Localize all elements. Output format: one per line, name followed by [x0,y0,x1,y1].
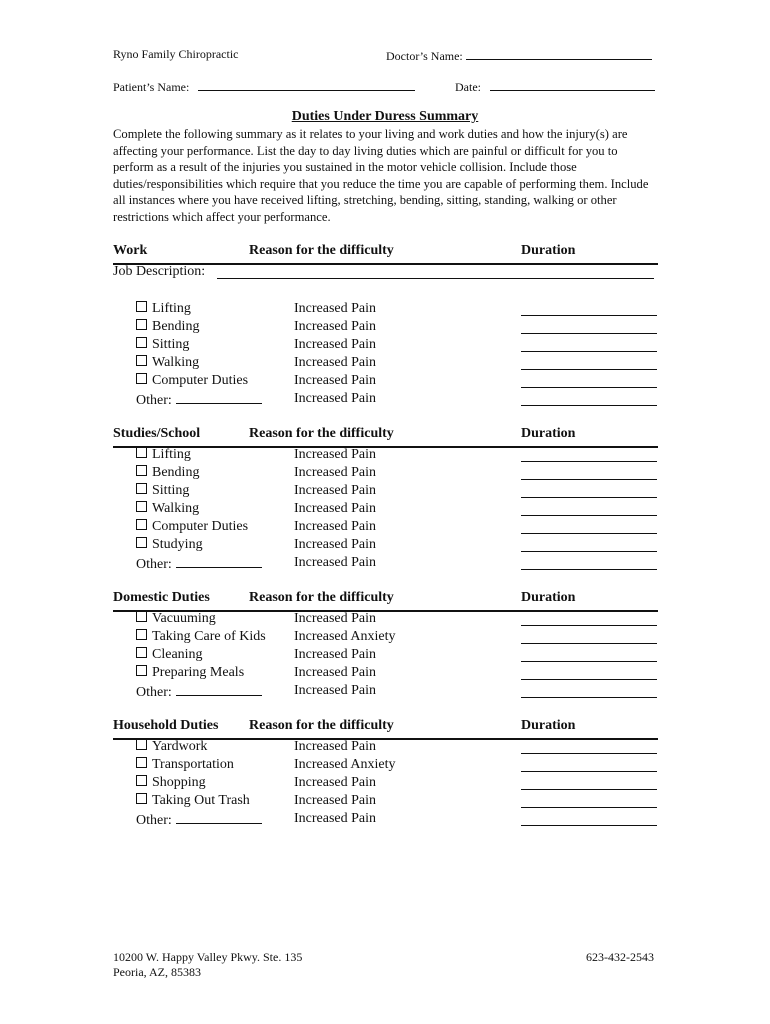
duration-line[interactable] [521,643,657,644]
date-label: Date: [455,80,481,94]
duration-line[interactable] [521,551,657,552]
duty-label: Walking [152,501,200,516]
checkbox[interactable] [136,483,147,494]
duty-row [113,501,658,519]
duty-row [113,465,658,483]
other-field[interactable] [136,811,262,829]
duty-row [113,483,658,501]
other-row [113,811,658,829]
other-label: Other: [136,685,172,700]
duty-item[interactable] [136,629,266,645]
duty-item[interactable] [136,611,216,627]
other-line[interactable] [176,391,262,404]
duration-line[interactable] [521,387,657,388]
checkbox[interactable] [136,337,147,348]
duty-item[interactable] [136,373,248,389]
duty-label: Lifting [152,447,191,462]
reason-column-header: Reason for the difficulty [249,426,394,441]
reason-text: Increased Pain [294,501,377,516]
reason-text: Increased Pain [294,537,377,552]
checkbox[interactable] [136,629,147,640]
duty-label: Walking [152,355,200,370]
doctor-name-field[interactable] [386,47,652,64]
checkbox[interactable] [136,465,147,476]
reason-text: Increased Pain [294,555,377,570]
reason-text: Increased Pain [294,355,377,370]
address [113,950,302,980]
reason-column-header: Reason for the difficulty [249,243,394,258]
duration-line[interactable] [521,807,657,808]
duration-line[interactable] [521,661,657,662]
patient-name-field[interactable] [113,78,415,95]
checkbox[interactable] [136,757,147,768]
patient-name-label: Patient’s Name: [113,80,190,94]
reason-text: Increased Pain [294,301,377,316]
section-title: Household Duties [113,718,219,733]
checkbox[interactable] [136,793,147,804]
checkbox[interactable] [136,665,147,676]
reason-text: Increased Pain [294,775,377,790]
duty-label: Taking Out Trash [152,793,250,808]
duration-line[interactable] [521,569,657,570]
duty-label: Shopping [152,775,206,790]
doctor-name-line[interactable] [466,47,652,60]
other-row [113,391,658,409]
reason-text: Increased Pain [294,337,377,352]
reason-text: Increased Pain [294,483,377,498]
duration-column-header: Duration [521,426,576,441]
duty-row [113,373,658,391]
duration-line[interactable] [521,315,657,316]
address-line-1: 10200 W. Happy Valley Pkwy. Ste. 135 [113,950,303,964]
section-title: Domestic Duties [113,590,210,605]
reason-text: Increased Pain [294,739,377,754]
duration-column-header: Duration [521,243,576,258]
checkbox[interactable] [136,611,147,622]
duration-line[interactable] [521,625,657,626]
duration-line[interactable] [521,533,657,534]
duty-item[interactable] [136,319,199,335]
duration-line[interactable] [521,825,657,826]
duty-row [113,519,658,537]
duration-line[interactable] [521,753,657,754]
duration-line[interactable] [521,497,657,498]
section-header [113,243,658,265]
checkbox[interactable] [136,301,147,312]
duty-item[interactable] [136,647,203,663]
reason-text: Increased Anxiety [294,629,396,644]
duration-line[interactable] [521,479,657,480]
phone-number: 623-432-2543 [586,950,654,964]
duty-item[interactable] [136,301,191,317]
duty-row [113,629,658,647]
reason-text: Increased Pain [294,319,377,334]
other-line[interactable] [176,555,262,568]
duty-item[interactable] [136,537,203,553]
duty-item[interactable] [136,447,191,463]
duration-line[interactable] [521,515,657,516]
duty-item[interactable] [136,519,248,535]
date-field[interactable] [455,78,655,95]
checkbox[interactable] [136,447,147,458]
duty-item[interactable] [136,739,207,755]
section-header [113,718,658,740]
instructions: Complete the following summary as it relates to your living and work duties and how the injury(s) are affecting your performance. List the day to day living duties which are painful or difficult for you to perform as a result of the injuries you sustained in the motor vehicle collision. Include those duties/responsibilities which require that you reduce the time you are capable of performing them. Include all instances where you have received lifting, stretching, bending, sitting, standing, walking or other restrictions which affect your performance. [113,127,649,224]
reason-text: Increased Pain [294,793,377,808]
duty-row [113,757,658,775]
reason-text: Increased Anxiety [294,757,396,772]
reason-text: Increased Pain [294,465,377,480]
duty-item[interactable] [136,793,250,809]
duration-column-header: Duration [521,718,576,733]
duty-item[interactable] [136,483,189,499]
reason-text: Increased Pain [294,811,377,826]
other-field[interactable] [136,391,262,409]
doctor-name-label: Doctor’s Name: [386,49,463,63]
section-title: Work [113,243,148,258]
other-label: Other: [136,557,172,572]
duration-line[interactable] [521,405,657,406]
duty-item[interactable] [136,501,199,517]
job-description-line[interactable] [217,278,654,279]
duty-label: Vacuuming [152,611,216,626]
reason-text: Increased Pain [294,391,377,406]
other-label: Other: [136,813,172,828]
duration-line[interactable] [521,679,657,680]
address-line-2: Peoria, AZ, 85383 [113,965,201,979]
checkbox[interactable] [136,319,147,330]
other-row [113,683,658,701]
duty-label: Computer Duties [152,519,249,534]
duration-line[interactable] [521,789,657,790]
duty-row [113,319,658,337]
duty-row [113,665,658,683]
duty-row [113,447,658,465]
checkbox[interactable] [136,373,147,384]
date-line[interactable] [490,78,655,91]
job-description-label: Job Description: [113,264,206,279]
reason-column-header: Reason for the difficulty [249,718,394,733]
checkbox[interactable] [136,775,147,786]
duration-line[interactable] [521,697,657,698]
job-description-field[interactable] [113,264,658,280]
section-header [113,426,658,448]
other-field[interactable] [136,555,262,573]
reason-text: Increased Pain [294,665,377,680]
checkbox[interactable] [136,519,147,530]
reason-text: Increased Pain [294,611,377,626]
duty-row [113,301,658,319]
duty-label: Sitting [152,337,190,352]
duty-label: Bending [152,319,200,334]
practice-name: Ryno Family Chiropractic [113,47,239,61]
duty-label: Taking Care of Kids [152,629,266,644]
checkbox[interactable] [136,501,147,512]
duty-row [113,739,658,757]
reason-text: Increased Pain [294,519,377,534]
duration-line[interactable] [521,771,657,772]
duty-item[interactable] [136,355,199,371]
duration-line[interactable] [521,461,657,462]
duty-label: Yardwork [152,739,208,754]
duty-row [113,355,658,373]
duration-column-header: Duration [521,590,576,605]
other-label: Other: [136,393,172,408]
duty-label: Bending [152,465,200,480]
duty-item[interactable] [136,757,234,773]
duty-item[interactable] [136,337,189,353]
checkbox[interactable] [136,355,147,366]
other-line[interactable] [176,811,262,824]
other-row [113,555,658,573]
duty-label: Cleaning [152,647,203,662]
section-header [113,590,658,612]
duty-label: Preparing Meals [152,665,245,680]
reason-text: Increased Pain [294,647,377,662]
duty-label: Computer Duties [152,373,249,388]
duty-label: Studying [152,537,203,552]
checkbox[interactable] [136,647,147,658]
duration-line[interactable] [521,351,657,352]
section-title: Studies/School [113,426,201,441]
reason-column-header: Reason for the difficulty [249,590,394,605]
duty-row [113,611,658,629]
duty-row [113,793,658,811]
duty-item[interactable] [136,465,199,481]
patient-name-line[interactable] [198,78,415,91]
reason-text: Increased Pain [294,373,377,388]
duty-row [113,647,658,665]
duty-item[interactable] [136,665,244,681]
form-title: Duties Under Duress Summary [291,109,479,124]
duty-item[interactable] [136,775,206,791]
other-field[interactable] [136,683,262,701]
duty-label: Sitting [152,483,190,498]
duty-row [113,337,658,355]
duration-line[interactable] [521,369,657,370]
duty-row [113,775,658,793]
checkbox[interactable] [136,739,147,750]
duration-line[interactable] [521,333,657,334]
duty-label: Transportation [152,757,234,772]
reason-text: Increased Pain [294,447,377,462]
duty-row [113,537,658,555]
duty-label: Lifting [152,301,191,316]
reason-text: Increased Pain [294,683,377,698]
other-line[interactable] [176,683,262,696]
checkbox[interactable] [136,537,147,548]
